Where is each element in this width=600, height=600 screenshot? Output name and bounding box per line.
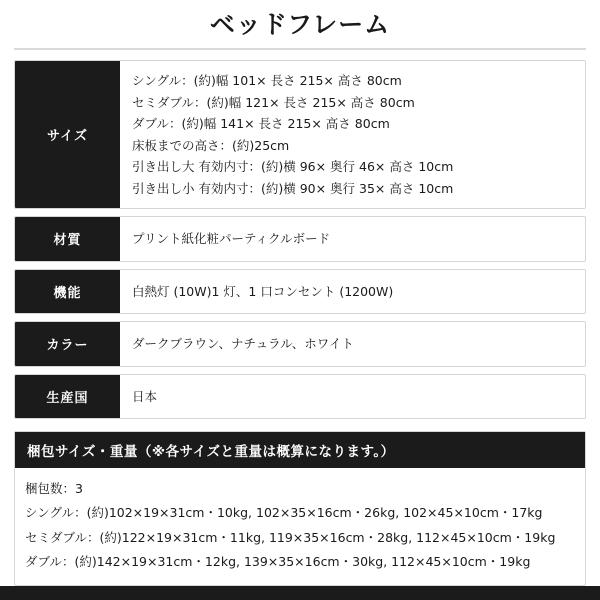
packaging-body [15,468,585,585]
spec-line: 引き出し小 有効内寸：(約)横 90× 奥行 35× 高さ 10cm [132,180,454,196]
spec-label-function: 機能 [15,270,120,314]
packaging-line: シングル：(約)102×19×31cm・10kg, 102×35×16cm・26kg, 102×45×10cm・17kg [25,505,543,521]
spec-line: セミダブル：(約)幅 121× 長さ 215× 高さ 80cm [132,94,415,110]
spec-label-size: サイズ [15,61,120,208]
spec-line: 床板までの高さ：(約)25cm [132,137,290,153]
packaging-count: 梱包数：3 [25,481,83,496]
table-row [14,374,586,420]
bottom-bar [0,586,600,600]
title-divider [14,48,586,50]
spec-line: シングル：(約)幅 101× 長さ 215× 高さ 80cm [132,73,402,88]
spec-label-color: カラー [15,322,120,366]
spec-line: 引き出し大 有効内寸：(約)横 96× 奥行 46× 高さ 10cm [132,159,454,174]
table-row [14,321,586,367]
spec-value-material [120,217,585,261]
page-title: ベッドフレーム [209,10,391,39]
packaging-line: セミダブル：(約)122×19×31cm・11kg, 119×35×16cm・28kg, 112×45×10cm・19kg [25,529,556,545]
packaging-line: ダブル：(約)142×19×31cm・12kg, 139×35×16cm・30kg, 112×45×10cm・19kg [25,554,531,570]
table-row [14,269,586,315]
spec-label-origin: 生産国 [15,375,120,419]
spec-line: 白熱灯 (10W)1 灯、1 口コンセント (1200W) [132,283,394,299]
spec-line: 日本 [132,388,158,404]
spec-value-function [120,270,585,314]
spec-line: ダブル：(約)幅 141× 長さ 215× 高さ 80cm [132,116,390,131]
spec-value-size [120,61,585,208]
table-row [14,216,586,262]
spec-value-origin [120,375,585,419]
table-row [14,60,586,209]
spec-label-material: 材質 [15,217,120,261]
spec-line: ダークブラウン、ナチュラル、ホワイト [132,336,354,351]
spec-value-color [120,322,585,366]
spec-line: プリント紙化粧パーティクルボード [132,231,331,246]
packaging-block [14,431,586,586]
packaging-heading: 梱包サイズ・重量（※各サイズと重量は概算になります。） [15,432,585,468]
spec-table [14,60,586,419]
